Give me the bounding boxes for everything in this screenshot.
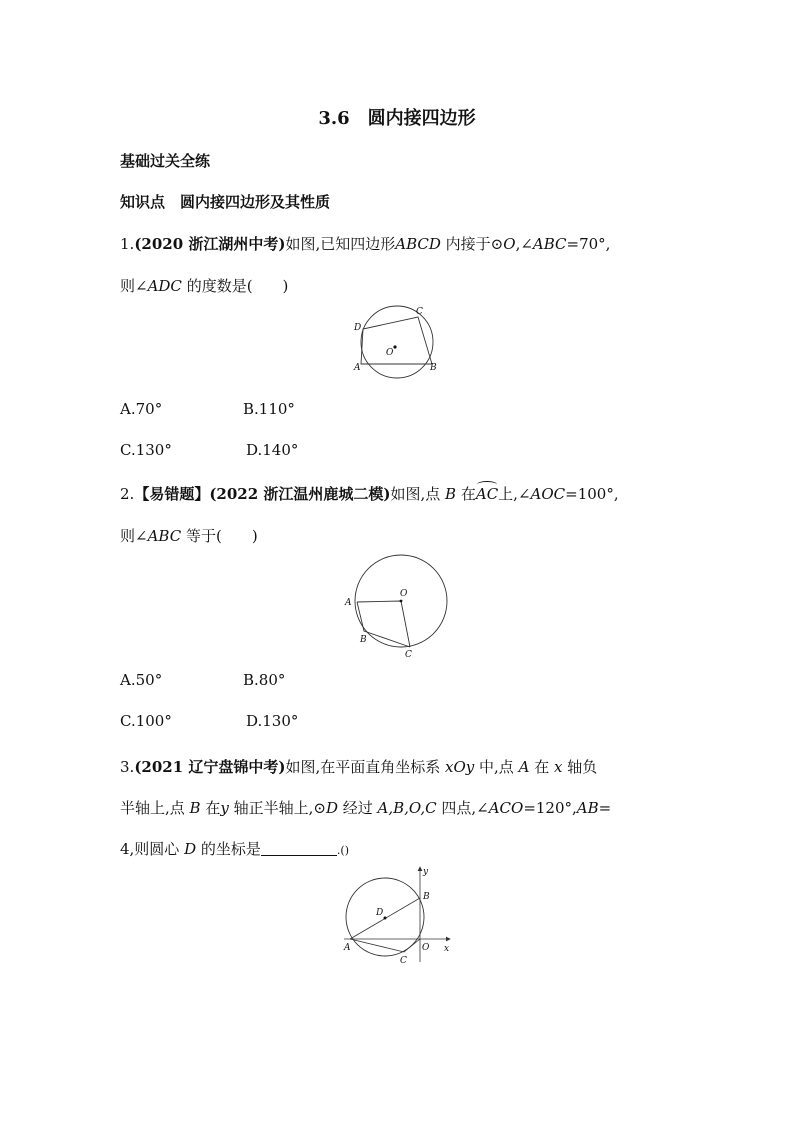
q3-chords-aco: [350, 939, 420, 952]
q3-label-y: y: [423, 867, 429, 877]
q1-label-d: D: [354, 323, 362, 333]
q3-line1: 3.(2021 辽宁盘锦中考)如图,在平面直角坐标系 xOy 中,点 A 在 x 轴负: [120, 758, 598, 776]
q2-label-c: C: [405, 650, 412, 660]
section-heading-knowledge: 知识点 圆内接四边形及其性质: [120, 193, 331, 211]
q1-center-point: [393, 345, 396, 348]
q2-line2: 则∠ABC 等于( ): [120, 527, 258, 545]
q2-label-b: B: [360, 635, 367, 645]
page-title: 3.6 圆内接四边形: [318, 108, 476, 129]
q1-quadrilateral: [361, 317, 432, 364]
q2-option-d: D.130°: [246, 712, 299, 730]
q2-option-c: C.100°: [120, 712, 172, 730]
q2-source: (2022 浙江温州鹿城二模): [209, 485, 391, 503]
q1-line1: 1.(2020 浙江湖州中考)如图,已知四边形ABCD 内接于⊙O,∠ABC=70°,: [120, 235, 611, 253]
q1-label-a: A: [354, 363, 361, 373]
section-heading-basic: 基础过关全练: [120, 152, 211, 170]
q2-label-o: O: [400, 589, 408, 599]
q1-label-c: C: [416, 307, 423, 317]
q2-number: 2.: [120, 485, 135, 503]
q3-label-o: O: [422, 943, 430, 953]
q1-option-a: A.70°: [120, 400, 163, 418]
q1-number: 1.: [120, 235, 135, 253]
q3-figure: [340, 862, 460, 970]
q1-label-o: O: [386, 348, 394, 358]
q3-answer-blank[interactable]: [261, 841, 337, 856]
q3-label-x: x: [444, 944, 450, 954]
q1-option-d: D.140°: [246, 441, 299, 459]
q1-option-b: B.110°: [243, 400, 295, 418]
q1-line2: 则∠ADC 的度数是( ): [120, 277, 289, 295]
q3-label-b: B: [423, 892, 430, 902]
q3-label-a: A: [344, 943, 351, 953]
q2-option-a: A.50°: [120, 671, 163, 689]
q3-center-point: [384, 917, 387, 920]
q2-line1: 2.【易错题】(2022 浙江温州鹿城二模)如图,点 B 在AC上,∠AOC=100°,: [120, 485, 619, 503]
q2-center-point: [400, 600, 403, 603]
q2-arc-ac: AC: [475, 485, 499, 503]
q2-option-b: B.80°: [243, 671, 286, 689]
q1-source: (2020 浙江湖州中考): [134, 235, 286, 253]
q2-figure: [340, 550, 452, 662]
q3-line3: 4,则圆心 D 的坐标是 .(): [120, 840, 349, 858]
q3-label-d: D: [376, 908, 384, 918]
q2-tag: 【易错题】: [134, 485, 210, 503]
q2-label-a: A: [345, 598, 352, 608]
q1-option-c: C.130°: [120, 441, 172, 459]
q3-source: (2021 辽宁盘锦中考): [134, 758, 286, 776]
q3-line2: 半轴上,点 B 在y 轴正半轴上,⊙D 经过 A,B,O,C 四点,∠ACO=120°,AB=: [120, 799, 612, 817]
q1-figure: [350, 302, 445, 382]
q3-label-c: C: [400, 956, 407, 966]
q1-label-b: B: [430, 363, 437, 373]
q3-number: 3.: [120, 758, 135, 776]
